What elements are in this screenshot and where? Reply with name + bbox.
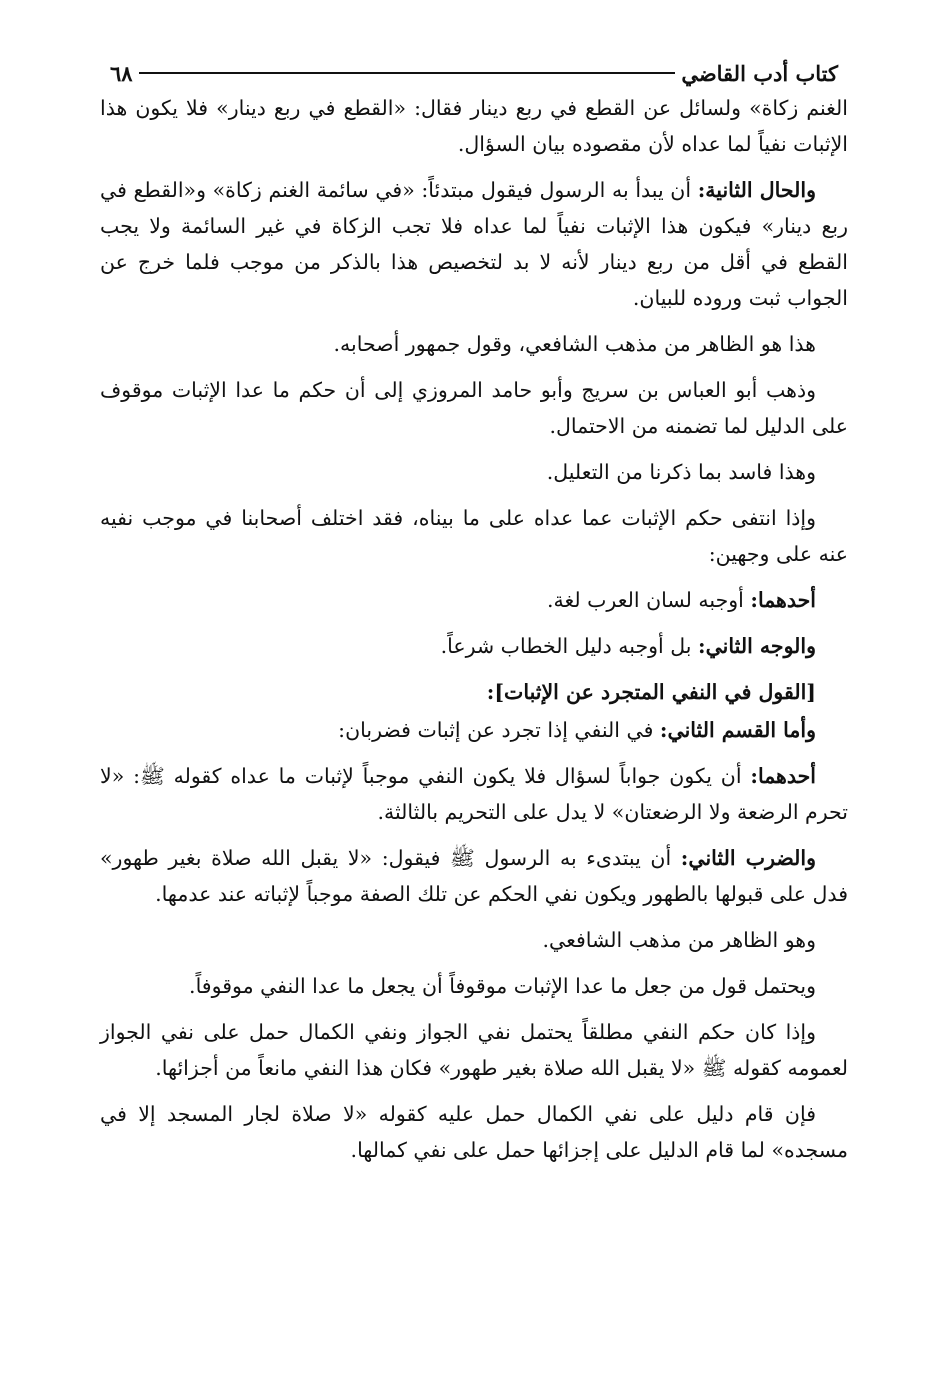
header-rule [139, 72, 676, 74]
paragraph [100, 454, 848, 490]
paragraph-text: وهذا فاسد بما ذكرنا من التعليل. [546, 460, 816, 484]
section-heading-text: [القول في النفي المتجرد عن الإثبات]: [486, 680, 816, 704]
paragraph-text: أن يبدأ به الرسول فيقول مبتدئاً: «في سائمة الغنم زكاة» و«القطع في ربع دينار» فيكون هذا الإثبات نفياً لما عداه فلا تجب الزكاة في غير السائمة ولا يجب القطع في أقل من ربع دينار لأنه لا بد لتخصيص هذا بالذكر من موجب فلما خرج عن الجواب ثبت وروده للبيان. [100, 178, 848, 310]
paragraph [100, 372, 848, 444]
paragraph [100, 840, 848, 912]
book-title: كتاب أدب القاضي [681, 60, 838, 86]
paragraph [100, 500, 848, 572]
paragraph-text: فإن قام دليل على نفي الكمال حمل عليه كقوله «لا صلاة لجار المسجد إلا في مسجده» لما قام الدليل على إجزائها حمل على نفي كمالها. [100, 1102, 848, 1162]
paragraph-text: وإذا انتفى حكم الإثبات عما عداه على ما بيناه، فقد اختلف أصحابنا في موجب نفيه عنه على وجهين: [100, 506, 848, 566]
paragraph-text: هذا هو الظاهر من مذهب الشافعي، وقول جمهور أصحابه. [333, 332, 816, 356]
paragraph-text: وإذا كان حكم النفي مطلقاً يحتمل نفي الجواز ونفي الكمال حمل على نفي الجواز لعمومه كقوله ﷺ «لا يقبل الله صلاة بغير طهور» فكان هذا النفي مانعاً من أجزائها. [100, 1020, 848, 1080]
paragraph [100, 922, 848, 958]
paragraph-text: أوجبه لسان العرب لغة. [546, 588, 751, 612]
paragraph-lead: أحدهما: [750, 764, 816, 788]
running-header [100, 56, 848, 90]
paragraph [100, 712, 848, 748]
paragraph-text: الغنم زكاة» ولسائل عن القطع في ربع دينار فقال: «القطع في ربع دينار» فلا يكون هذا الإثبات نفياً لما عداه لأن مقصوده بيان السؤال. [100, 96, 848, 156]
paragraph [100, 582, 848, 618]
paragraph-lead: والوجه الثاني: [698, 634, 816, 658]
page-number: ٦٨ [110, 60, 133, 86]
paragraph-text: أن يكون جواباً لسؤال فلا يكون النفي موجباً لإثبات ما عداه كقوله ﷺ: «لا تحرم الرضعة ولا الرضعتان» لا يدل على التحريم بالثالثة. [100, 764, 848, 824]
paragraph-text: أن يبتدىء به الرسول ﷺ فيقول: «لا يقبل الله صلاة بغير طهور» فدل على قبولها بالطهور ويكون نفي الحكم عن تلك الصفة موجباً لإثباته عند عدمها. [100, 846, 848, 906]
page-body [100, 90, 848, 1168]
paragraph [100, 172, 848, 316]
paragraph [100, 758, 848, 830]
paragraph-text: ويحتمل قول من جعل ما عدا الإثبات موقوفاً أن يجعل ما عدا النفي موقوفاً. [189, 974, 816, 998]
paragraph-lead: والضرب الثاني: [680, 846, 816, 870]
paragraph-text: في النفي إذا تجرد عن إثبات فضربان: [338, 718, 660, 742]
paragraph [100, 90, 848, 162]
paragraph [100, 968, 848, 1004]
paragraph-text: بل أوجبه دليل الخطاب شرعاً. [440, 634, 699, 658]
paragraph-text: وهو الظاهر من مذهب الشافعي. [542, 928, 816, 952]
paragraph [100, 628, 848, 664]
paragraph-lead: أحدهما: [750, 588, 816, 612]
paragraph [100, 1096, 848, 1168]
paragraph [100, 1014, 848, 1086]
section-heading [100, 674, 848, 710]
paragraph-lead: والحال الثانية: [697, 178, 816, 202]
paragraph [100, 326, 848, 362]
paragraph-text: وذهب أبو العباس بن سريج وأبو حامد المروزي إلى أن حكم ما عدا الإثبات موقوف على الدليل لما تضمنه من الاحتمال. [100, 378, 848, 438]
paragraph-lead: وأما القسم الثاني: [659, 718, 816, 742]
